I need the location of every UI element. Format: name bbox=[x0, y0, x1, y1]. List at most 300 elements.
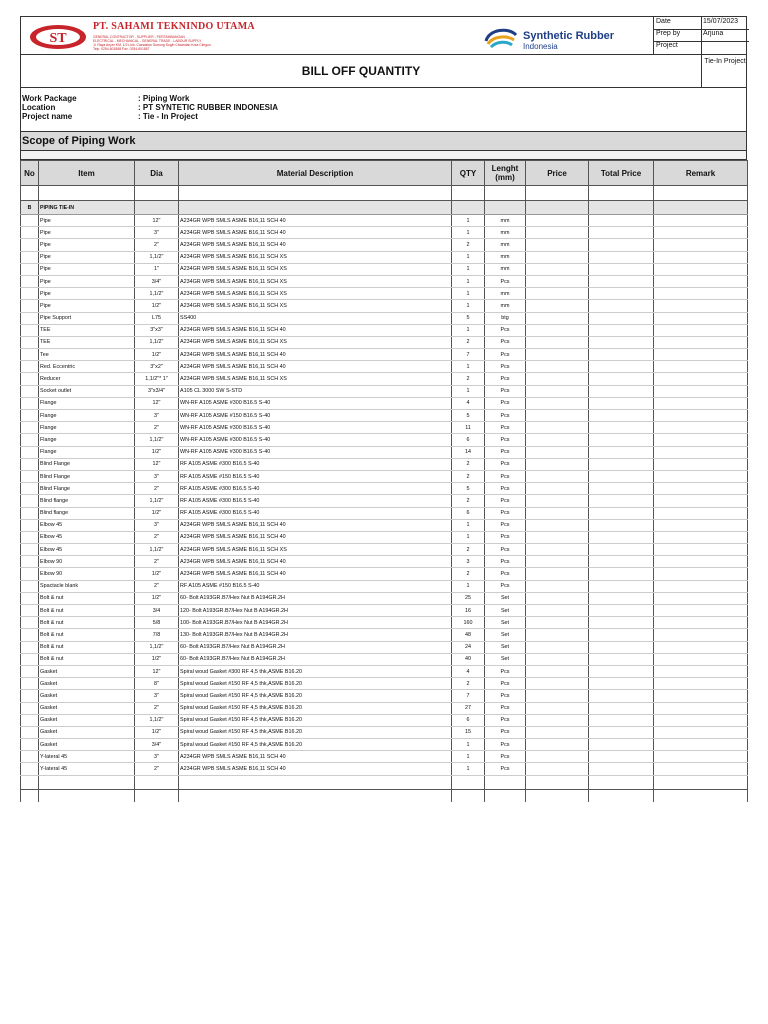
row-qty: 2 bbox=[452, 544, 485, 556]
row-unit: Pcs bbox=[485, 519, 526, 531]
row-remark bbox=[654, 592, 748, 604]
empty-cell bbox=[485, 789, 526, 802]
row-remark bbox=[654, 385, 748, 397]
row-item: Gasket bbox=[39, 665, 135, 677]
row-item: Blind flange bbox=[39, 507, 135, 519]
row-item: Elbow 45 bbox=[39, 531, 135, 543]
row-no bbox=[21, 678, 39, 690]
row-unit: btg bbox=[485, 312, 526, 324]
row-description: A234GR WPB SMLS ASME B16,11 SCH XS bbox=[179, 263, 452, 275]
client-logo-block bbox=[483, 27, 653, 51]
col-item: Item bbox=[39, 161, 135, 186]
row-unit: Set bbox=[485, 605, 526, 617]
row-description: 60- Bolt A193GR.B7/Hex Nut B A194GR.2H bbox=[179, 641, 452, 653]
row-remark bbox=[654, 288, 748, 300]
row-remark bbox=[654, 702, 748, 714]
row-description: SS400 bbox=[179, 312, 452, 324]
row-price bbox=[526, 690, 589, 702]
row-unit: mm bbox=[485, 239, 526, 251]
row-item: Red. Eccentric bbox=[39, 361, 135, 373]
row-remark bbox=[654, 239, 748, 251]
row-description: Spiral woud Gasket #150 RF 4,5 thk,ASME B16.20 bbox=[179, 714, 452, 726]
row-remark bbox=[654, 470, 748, 482]
row-dia: 2" bbox=[135, 239, 179, 251]
row-price bbox=[526, 702, 589, 714]
row-remark bbox=[654, 251, 748, 263]
row-remark bbox=[654, 483, 748, 495]
row-total-price bbox=[589, 349, 654, 361]
row-total-price bbox=[589, 726, 654, 738]
row-dia: 1,1/2" bbox=[135, 641, 179, 653]
row-dia: 2" bbox=[135, 556, 179, 568]
row-dia: 1,1/2" bbox=[135, 288, 179, 300]
row-qty: 48 bbox=[452, 629, 485, 641]
row-price bbox=[526, 556, 589, 568]
row-description: A234GR WPB SMLS ASME B16,11 SCH 40 bbox=[179, 556, 452, 568]
row-dia: 3"x3/4" bbox=[135, 385, 179, 397]
row-no bbox=[21, 641, 39, 653]
row-description: 130- Bolt A193GR.B7/Hex Nut B A194GR.2H bbox=[179, 629, 452, 641]
row-price bbox=[526, 665, 589, 677]
row-qty: 6 bbox=[452, 434, 485, 446]
row-remark bbox=[654, 556, 748, 568]
row-remark bbox=[654, 568, 748, 580]
row-no bbox=[21, 531, 39, 543]
row-no bbox=[21, 470, 39, 482]
row-description: A234GR WPB SMLS ASME B16,11 SCH 40 bbox=[179, 568, 452, 580]
row-remark bbox=[654, 215, 748, 227]
row-no bbox=[21, 556, 39, 568]
row-price bbox=[526, 349, 589, 361]
company-name: PT. SAHAMI TEKNINDO UTAMA bbox=[93, 21, 255, 32]
svg-text:ST: ST bbox=[49, 31, 67, 46]
table-row bbox=[21, 556, 748, 568]
section-title: PIPING TIE-IN bbox=[39, 201, 135, 215]
table-row bbox=[21, 470, 748, 482]
row-item: Pipe bbox=[39, 275, 135, 287]
row-dia: 1/2" bbox=[135, 446, 179, 458]
row-item: Elbow 90 bbox=[39, 568, 135, 580]
row-price bbox=[526, 580, 589, 592]
row-unit: Pcs bbox=[485, 422, 526, 434]
row-description: 100- Bolt A193GR.B7/Hex Nut B A194GR.2H bbox=[179, 617, 452, 629]
row-no bbox=[21, 324, 39, 336]
table-row bbox=[21, 385, 748, 397]
row-remark bbox=[654, 641, 748, 653]
empty-cell bbox=[589, 775, 654, 789]
row-description: A234GR WPB SMLS ASME B16,11 SCH XS bbox=[179, 275, 452, 287]
row-no bbox=[21, 397, 39, 409]
row-remark bbox=[654, 714, 748, 726]
row-price bbox=[526, 263, 589, 275]
row-price bbox=[526, 300, 589, 312]
row-qty: 5 bbox=[452, 483, 485, 495]
row-qty: 2 bbox=[452, 373, 485, 385]
empty-cell bbox=[39, 789, 135, 802]
row-no bbox=[21, 275, 39, 287]
row-price bbox=[526, 275, 589, 287]
row-qty: 160 bbox=[452, 617, 485, 629]
section-row bbox=[21, 201, 748, 215]
row-total-price bbox=[589, 385, 654, 397]
row-total-price bbox=[589, 288, 654, 300]
row-qty: 5 bbox=[452, 410, 485, 422]
table-row bbox=[21, 714, 748, 726]
row-total-price bbox=[589, 446, 654, 458]
company-address: Jl. Raya Anyer KM. 1/2 Link. Ciandalan Gunung Sugih Ciwandan Kota Cilegon bbox=[93, 43, 211, 47]
table-row bbox=[21, 361, 748, 373]
row-remark bbox=[654, 629, 748, 641]
row-qty: 2 bbox=[452, 239, 485, 251]
row-item: Pipe bbox=[39, 288, 135, 300]
row-total-price bbox=[589, 751, 654, 763]
meta-project-label: Project bbox=[656, 42, 678, 49]
row-unit: Pcs bbox=[485, 739, 526, 751]
row-qty: 1 bbox=[452, 519, 485, 531]
table-row bbox=[21, 397, 748, 409]
table-row bbox=[21, 702, 748, 714]
row-description: A234GR WPB SMLS ASME B16,11 SCH XS bbox=[179, 251, 452, 263]
row-qty: 2 bbox=[452, 568, 485, 580]
row-description: Spiral woud Gasket #150 RF 4,5 thk,ASME B16.20 bbox=[179, 726, 452, 738]
table-row bbox=[21, 641, 748, 653]
row-dia: 3" bbox=[135, 519, 179, 531]
col-description: Material Description bbox=[179, 161, 452, 186]
row-unit: Pcs bbox=[485, 665, 526, 677]
spacer-row bbox=[20, 151, 747, 160]
row-description: WN-RF A105 ASME #300 B16.5 S-40 bbox=[179, 422, 452, 434]
row-unit: Pcs bbox=[485, 324, 526, 336]
row-description: RF A105 ASME #300 B16.5 S-40 bbox=[179, 458, 452, 470]
row-no bbox=[21, 702, 39, 714]
row-total-price bbox=[589, 312, 654, 324]
row-unit: Pcs bbox=[485, 373, 526, 385]
row-dia: 1" bbox=[135, 263, 179, 275]
table-header-row bbox=[21, 161, 748, 186]
table-row bbox=[21, 678, 748, 690]
row-total-price bbox=[589, 507, 654, 519]
row-no bbox=[21, 288, 39, 300]
row-price bbox=[526, 470, 589, 482]
empty-cell bbox=[135, 789, 179, 802]
row-dia: 2" bbox=[135, 531, 179, 543]
row-dia: L75 bbox=[135, 312, 179, 324]
row-remark bbox=[654, 349, 748, 361]
row-total-price bbox=[589, 227, 654, 239]
row-item: Gasket bbox=[39, 714, 135, 726]
empty-cell bbox=[452, 775, 485, 789]
empty-cell bbox=[452, 789, 485, 802]
row-qty: 1 bbox=[452, 580, 485, 592]
row-description: WN-RF A105 ASME #300 B16.5 S-40 bbox=[179, 446, 452, 458]
row-total-price bbox=[589, 580, 654, 592]
client-swirl-logo-icon bbox=[483, 27, 519, 51]
scope-title: Scope of Piping Work bbox=[20, 132, 747, 151]
row-remark bbox=[654, 446, 748, 458]
row-dia: 3/4" bbox=[135, 275, 179, 287]
info-value: : Piping Work bbox=[138, 94, 190, 103]
row-total-price bbox=[589, 495, 654, 507]
row-item: Bolt & nut bbox=[39, 653, 135, 665]
row-no bbox=[21, 617, 39, 629]
row-qty: 7 bbox=[452, 349, 485, 361]
empty-cell bbox=[21, 775, 39, 789]
row-unit: Pcs bbox=[485, 361, 526, 373]
row-unit: mm bbox=[485, 288, 526, 300]
row-qty: 1 bbox=[452, 324, 485, 336]
table-row bbox=[21, 324, 748, 336]
table-row bbox=[21, 617, 748, 629]
row-price bbox=[526, 726, 589, 738]
row-price bbox=[526, 373, 589, 385]
row-price bbox=[526, 714, 589, 726]
company-st-logo-icon bbox=[29, 24, 87, 50]
row-remark bbox=[654, 410, 748, 422]
table-row bbox=[21, 336, 748, 348]
row-item: Bolt & nut bbox=[39, 605, 135, 617]
row-qty: 5 bbox=[452, 312, 485, 324]
row-qty: 7 bbox=[452, 690, 485, 702]
row-no bbox=[21, 763, 39, 775]
row-dia: 12" bbox=[135, 665, 179, 677]
row-price bbox=[526, 397, 589, 409]
row-dia: 1/2" bbox=[135, 592, 179, 604]
row-no bbox=[21, 714, 39, 726]
row-dia: 3/4" bbox=[135, 739, 179, 751]
row-remark bbox=[654, 763, 748, 775]
col-length: Lenght (mm) bbox=[485, 161, 526, 186]
row-remark bbox=[654, 336, 748, 348]
row-description: A234GR WPB SMLS ASME B16,11 SCH 40 bbox=[179, 361, 452, 373]
title-bar bbox=[20, 54, 747, 88]
row-price bbox=[526, 434, 589, 446]
row-item: Pipe bbox=[39, 215, 135, 227]
row-no bbox=[21, 483, 39, 495]
row-item: Flange bbox=[39, 422, 135, 434]
row-unit: mm bbox=[485, 300, 526, 312]
table-row bbox=[21, 507, 748, 519]
row-total-price bbox=[589, 300, 654, 312]
row-item: Flange bbox=[39, 410, 135, 422]
row-total-price bbox=[589, 422, 654, 434]
row-item: Blind Flange bbox=[39, 470, 135, 482]
row-description: A234GR WPB SMLS ASME B16,11 SCH XS bbox=[179, 336, 452, 348]
table-row bbox=[21, 263, 748, 275]
row-qty: 1 bbox=[452, 288, 485, 300]
row-price bbox=[526, 568, 589, 580]
row-item: Elbow 45 bbox=[39, 544, 135, 556]
row-remark bbox=[654, 580, 748, 592]
row-qty: 1 bbox=[452, 300, 485, 312]
row-no bbox=[21, 507, 39, 519]
row-price bbox=[526, 605, 589, 617]
row-item: TEE bbox=[39, 324, 135, 336]
info-label: Work Package bbox=[22, 94, 77, 103]
row-no bbox=[21, 263, 39, 275]
row-no bbox=[21, 215, 39, 227]
row-qty: 1 bbox=[452, 361, 485, 373]
row-total-price bbox=[589, 763, 654, 775]
row-description: RF A105 ASME #150 B16.5 S-40 bbox=[179, 470, 452, 482]
row-unit: mm bbox=[485, 215, 526, 227]
row-no bbox=[21, 434, 39, 446]
table-row bbox=[21, 227, 748, 239]
row-total-price bbox=[589, 361, 654, 373]
row-unit: Pcs bbox=[485, 702, 526, 714]
row-qty: 6 bbox=[452, 714, 485, 726]
empty-cell bbox=[526, 789, 589, 802]
row-remark bbox=[654, 544, 748, 556]
row-item: Gasket bbox=[39, 726, 135, 738]
row-no bbox=[21, 739, 39, 751]
table-row bbox=[21, 665, 748, 677]
document-title: BILL OFF QUANTITY bbox=[301, 64, 421, 78]
row-price bbox=[526, 641, 589, 653]
row-item: Pipe bbox=[39, 227, 135, 239]
row-unit: mm bbox=[485, 227, 526, 239]
table-row bbox=[21, 519, 748, 531]
row-total-price bbox=[589, 519, 654, 531]
table-row bbox=[21, 422, 748, 434]
row-dia: 1,1/2"* 1" bbox=[135, 373, 179, 385]
row-total-price bbox=[589, 470, 654, 482]
row-dia: 3"x3" bbox=[135, 324, 179, 336]
row-dia: 8" bbox=[135, 678, 179, 690]
row-qty: 2 bbox=[452, 336, 485, 348]
section-no: B bbox=[21, 201, 39, 215]
row-unit: Pcs bbox=[485, 410, 526, 422]
row-dia: 3" bbox=[135, 410, 179, 422]
row-price bbox=[526, 519, 589, 531]
col-dia: Dia bbox=[135, 161, 179, 186]
row-description: A234GR WPB SMLS ASME B16,11 SCH XS bbox=[179, 373, 452, 385]
table-row bbox=[21, 580, 748, 592]
row-dia: 2" bbox=[135, 702, 179, 714]
row-no bbox=[21, 312, 39, 324]
row-total-price bbox=[589, 275, 654, 287]
row-description: A105 CL 3000 SW S-STD bbox=[179, 385, 452, 397]
row-total-price bbox=[589, 215, 654, 227]
row-price bbox=[526, 495, 589, 507]
row-total-price bbox=[589, 324, 654, 336]
row-price bbox=[526, 544, 589, 556]
row-item: Elbow 90 bbox=[39, 556, 135, 568]
row-remark bbox=[654, 434, 748, 446]
row-unit: Pcs bbox=[485, 544, 526, 556]
row-unit: Pcs bbox=[485, 470, 526, 482]
row-unit: Pcs bbox=[485, 446, 526, 458]
row-qty: 27 bbox=[452, 702, 485, 714]
row-price bbox=[526, 507, 589, 519]
row-item: Bolt & nut bbox=[39, 629, 135, 641]
row-unit: Pcs bbox=[485, 726, 526, 738]
row-item: Flange bbox=[39, 397, 135, 409]
row-qty: 4 bbox=[452, 397, 485, 409]
row-dia: 12" bbox=[135, 215, 179, 227]
row-dia: 3" bbox=[135, 751, 179, 763]
row-item: Socket outlet bbox=[39, 385, 135, 397]
table-row bbox=[21, 251, 748, 263]
info-label: Project name bbox=[22, 112, 73, 121]
empty-cell bbox=[654, 789, 748, 802]
row-total-price bbox=[589, 690, 654, 702]
table-row bbox=[21, 288, 748, 300]
row-item: Y-lateral 45 bbox=[39, 751, 135, 763]
row-qty: 1 bbox=[452, 263, 485, 275]
row-qty: 14 bbox=[452, 446, 485, 458]
row-item: Blind Flange bbox=[39, 483, 135, 495]
row-remark bbox=[654, 300, 748, 312]
boq-table bbox=[20, 160, 748, 802]
row-qty: 6 bbox=[452, 507, 485, 519]
row-remark bbox=[654, 751, 748, 763]
row-item: Gasket bbox=[39, 678, 135, 690]
row-remark bbox=[654, 422, 748, 434]
row-item: Y-lateral 45 bbox=[39, 763, 135, 775]
row-unit: Set bbox=[485, 641, 526, 653]
table-row bbox=[21, 739, 748, 751]
row-item: Pipe Support bbox=[39, 312, 135, 324]
row-item: Bolt & nut bbox=[39, 617, 135, 629]
meta-prep-value: Arjuna bbox=[703, 30, 724, 37]
row-dia: 2" bbox=[135, 763, 179, 775]
row-remark bbox=[654, 227, 748, 239]
row-unit: Set bbox=[485, 592, 526, 604]
row-total-price bbox=[589, 531, 654, 543]
col-total-price: Total Price bbox=[589, 161, 654, 186]
info-value: : PT SYNTETIC RUBBER INDONESIA bbox=[138, 103, 279, 112]
client-subname: Indonesia bbox=[523, 42, 558, 51]
row-price bbox=[526, 617, 589, 629]
info-value: : Tie - In Project bbox=[138, 112, 198, 121]
row-unit: Pcs bbox=[485, 336, 526, 348]
row-price bbox=[526, 483, 589, 495]
row-total-price bbox=[589, 641, 654, 653]
row-item: Bolt & nut bbox=[39, 592, 135, 604]
row-no bbox=[21, 361, 39, 373]
client-name: Synthetic Rubber bbox=[523, 30, 615, 42]
row-dia: 1/2" bbox=[135, 507, 179, 519]
row-description: A234GR WPB SMLS ASME B16,11 SCH 40 bbox=[179, 227, 452, 239]
row-remark bbox=[654, 507, 748, 519]
empty-cell bbox=[485, 775, 526, 789]
row-no bbox=[21, 751, 39, 763]
row-total-price bbox=[589, 397, 654, 409]
row-total-price bbox=[589, 251, 654, 263]
row-dia: 1,1/2" bbox=[135, 495, 179, 507]
row-item: Pipe bbox=[39, 251, 135, 263]
row-price bbox=[526, 653, 589, 665]
row-total-price bbox=[589, 653, 654, 665]
row-remark bbox=[654, 653, 748, 665]
row-description: A234GR WPB SMLS ASME B16,11 SCH XS bbox=[179, 300, 452, 312]
row-price bbox=[526, 592, 589, 604]
row-item: Flange bbox=[39, 446, 135, 458]
row-unit: Pcs bbox=[485, 349, 526, 361]
row-qty: 11 bbox=[452, 422, 485, 434]
row-unit: Pcs bbox=[485, 531, 526, 543]
row-description: 120- Bolt A193GR.B7/Hex Nut B A194GR.2H bbox=[179, 605, 452, 617]
row-qty: 25 bbox=[452, 592, 485, 604]
row-remark bbox=[654, 678, 748, 690]
row-price bbox=[526, 739, 589, 751]
row-dia: 5/8 bbox=[135, 617, 179, 629]
row-no bbox=[21, 568, 39, 580]
row-remark bbox=[654, 665, 748, 677]
table-row bbox=[21, 483, 748, 495]
row-no bbox=[21, 592, 39, 604]
meta-date-label: Date bbox=[656, 18, 671, 25]
